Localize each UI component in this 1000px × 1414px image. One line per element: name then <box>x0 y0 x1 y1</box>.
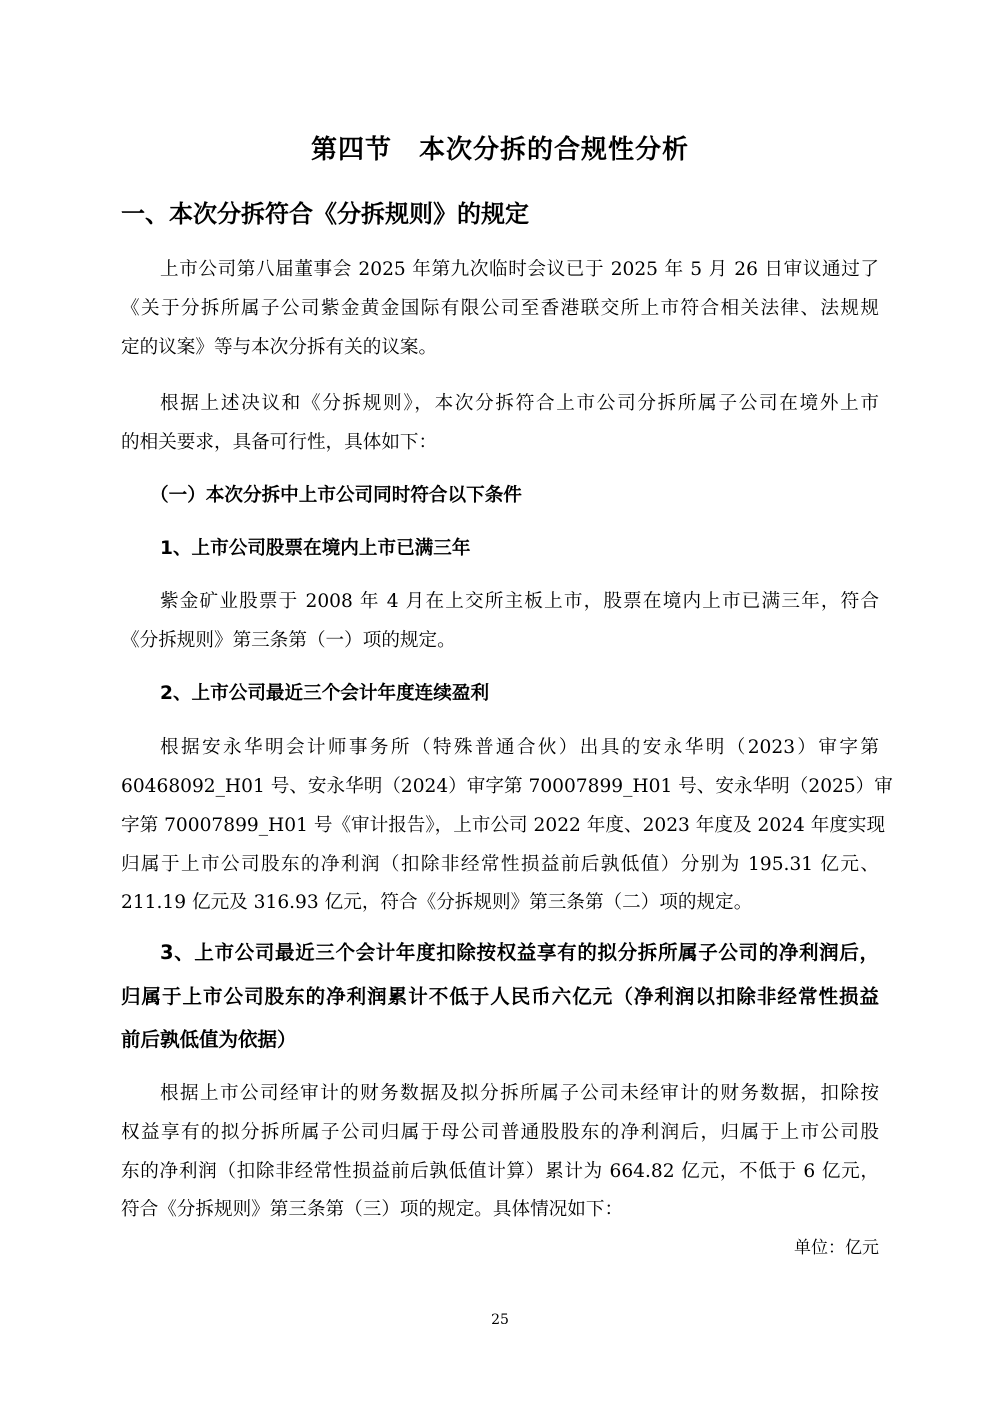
item1-heading: 1、上市公司股票在境内上市已满三年 <box>160 538 471 559</box>
paragraph-line: 符合《分拆规则》第三条第（三）项的规定。具体情况如下： <box>121 1199 624 1220</box>
paragraph-line: 归属于上市公司股东的净利润（扣除非经常性损益前后孰低值）分别为 195.31 亿元、 <box>121 854 879 875</box>
paragraph-line: 根据上述决议和《分拆规则》，本次分拆符合上市公司分拆所属子公司在境外上市 <box>160 393 879 414</box>
paragraph-line: 东的净利润（扣除非经常性损益前后孰低值计算）累计为 664.82 亿元，不低于 6 亿元， <box>121 1161 879 1182</box>
paragraph-line: 紫金矿业股票于 2008 年 4 月在上交所主板上市，股票在境内上市已满三年，符合 <box>160 591 879 612</box>
subsection-heading: （一）本次分拆中上市公司同时符合以下条件 <box>150 485 522 506</box>
paragraph-line: 《关于分拆所属子公司紫金黄金国际有限公司至香港联交所上市符合相关法律、法规规 <box>121 298 879 319</box>
paragraph-line: 权益享有的拟分拆所属子公司归属于母公司普通股股东的净利润后，归属于上市公司股 <box>121 1122 879 1143</box>
paragraph-line: 的相关要求，具备可行性，具体如下： <box>121 432 438 453</box>
paragraph-line: 根据上市公司经审计的财务数据及拟分拆所属子公司未经审计的财务数据，扣除按 <box>160 1083 879 1104</box>
item2-heading: 2、上市公司最近三个会计年度连续盈利 <box>160 683 490 704</box>
paragraph-line: 根据安永华明会计师事务所（特殊普通合伙）出具的安永华明（2023）审字第 <box>160 737 879 758</box>
unit-label: 单位：亿元 <box>794 1238 879 1258</box>
heading-line: 前后孰低值为依据） <box>121 1028 297 1051</box>
paragraph-line: 60468092_H01 号、安永华明（2024）审字第 70007899_H01 号、安永华明（2025）审 <box>121 776 893 797</box>
chapter-title: 第四节 本次分拆的合规性分析 <box>310 135 689 165</box>
section-heading: 一、本次分拆符合《分拆规则》的规定 <box>121 200 529 228</box>
page-number: 25 <box>491 1312 509 1328</box>
paragraph-line: 定的议案》等与本次分拆有关的议案。 <box>121 337 438 358</box>
heading-line: 归属于上市公司股东的净利润累计不低于人民币六亿元（净利润以扣除非经常性损益 <box>121 985 879 1008</box>
paragraph-line: 211.19 亿元及 316.93 亿元，符合《分拆规则》第三条第（二）项的规定。 <box>121 892 753 913</box>
paragraph-line: 字第 70007899_H01 号《审计报告》，上市公司 2022 年度、2023 年度及 2024 年度实现 <box>121 815 886 836</box>
paragraph-line: 上市公司第八届董事会 2025 年第九次临时会议已于 2025 年 5 月 26 日审议通过了 <box>160 259 879 280</box>
heading-line: 3、上市公司最近三个会计年度扣除按权益享有的拟分拆所属子公司的净利润后， <box>160 941 879 964</box>
paragraph-line: 《分拆规则》第三条第（一）项的规定。 <box>121 630 456 651</box>
